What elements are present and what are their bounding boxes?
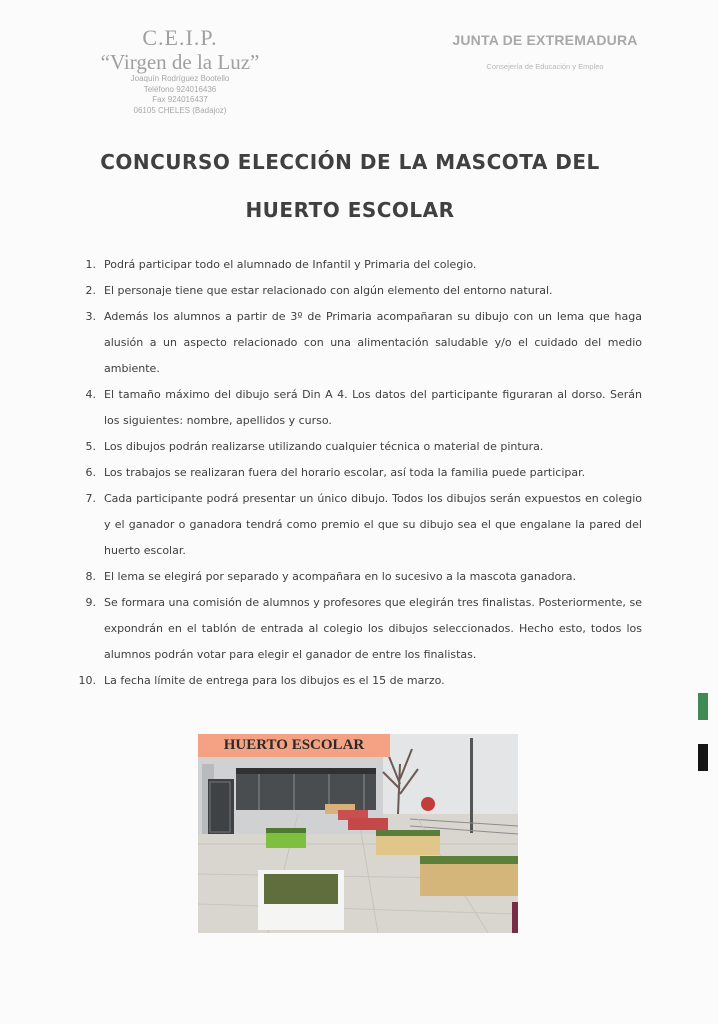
black-edge-mark (698, 744, 708, 771)
rule-text: La fecha límite de entrega para los dibujos es el 15 de marzo. (104, 674, 445, 687)
school-postal-address: 06105 CHELES (Badajoz) (133, 105, 227, 115)
list-item (72, 668, 642, 694)
photo-banner: HUERTO ESCOLAR (198, 734, 390, 757)
list-number: 9. (85, 596, 96, 609)
list-number: 3. (85, 310, 96, 323)
rule-text: El tamaño máximo del dibujo será Din A 4. Los datos del participante figuraran al dorso. Serán los siguientes: nombre, apellidos y curso. (104, 388, 642, 427)
list-number: 8. (85, 570, 96, 583)
school-letterhead (80, 26, 280, 116)
school-phone: Teléfono 924016436 (143, 84, 217, 94)
list-item (72, 590, 642, 668)
school-garden-photo (198, 734, 518, 933)
list-number: 10. (78, 674, 96, 687)
list-number: 4. (85, 388, 96, 401)
junta-letterhead (440, 32, 650, 71)
contest-rules-list (72, 252, 642, 694)
rule-text: Los dibujos podrán realizarse utilizando cualquier técnica o material de pintura. (104, 440, 544, 453)
rule-text: Podrá participar todo el alumnado de Infantil y Primaria del colegio. (104, 258, 477, 271)
rule-text: Los trabajos se realizaran fuera del horario escolar, así toda la familia puede participar. (104, 466, 586, 479)
rule-text: Cada participante podrá presentar un único dibujo. Todos los dibujos serán expuestos en colegio y el ganador o ganadora tendrá como premio el que su dibujo sea el que engalane la pared del huerto escolar. (104, 492, 642, 557)
green-edge-mark (698, 693, 708, 720)
list-item (72, 304, 642, 382)
school-name: “Virgen de la Luz” (100, 50, 260, 74)
list-number: 5. (85, 440, 96, 453)
rule-text: El personaje tiene que estar relacionado con algún elemento del entorno natural. (104, 284, 553, 297)
list-number: 2. (85, 284, 96, 297)
junta-name: JUNTA DE EXTREMADURA (452, 32, 638, 48)
consejeria-name: Consejería de Educación y Empleo (486, 62, 604, 71)
school-address-line: Joaquín Rodríguez Bootello (130, 74, 230, 83)
list-number: 7. (85, 492, 96, 505)
page-title-line-2: HUERTO ESCOLAR (245, 198, 455, 222)
school-acronym: C.E.I.P. (142, 25, 218, 50)
list-item (72, 564, 642, 590)
school-fax: Fax 924016437 (152, 95, 208, 104)
list-item (72, 252, 642, 278)
list-item (72, 486, 642, 564)
list-item (72, 278, 642, 304)
list-item (72, 460, 642, 486)
rule-text: El lema se elegirá por separado y acompañara en lo sucesivo a la mascota ganadora. (104, 570, 577, 583)
list-number: 6. (85, 466, 96, 479)
page-title-line-1: CONCURSO ELECCIÓN DE LA MASCOTA DEL (100, 150, 600, 174)
rule-text: Además los alumnos a partir de 3º de Primaria acompañaran su dibujo con un lema que haga alusión a un aspecto relacionado con una alimentación saludable y/o el cuidado del medio ambiente. (104, 310, 642, 375)
school-garden-illustration (198, 734, 518, 933)
list-item (72, 434, 642, 460)
list-item (72, 382, 642, 434)
rule-text: Se formara una comisión de alumnos y profesores que elegirán tres finalistas. Posteriormente, se expondrán en el tablón de entrada al colegio los dibujos seleccionados. Hecho esto, todos los alumnos podrán votar para elegir el ganador de entre los finalistas. (104, 596, 642, 661)
list-number: 1. (85, 258, 96, 271)
